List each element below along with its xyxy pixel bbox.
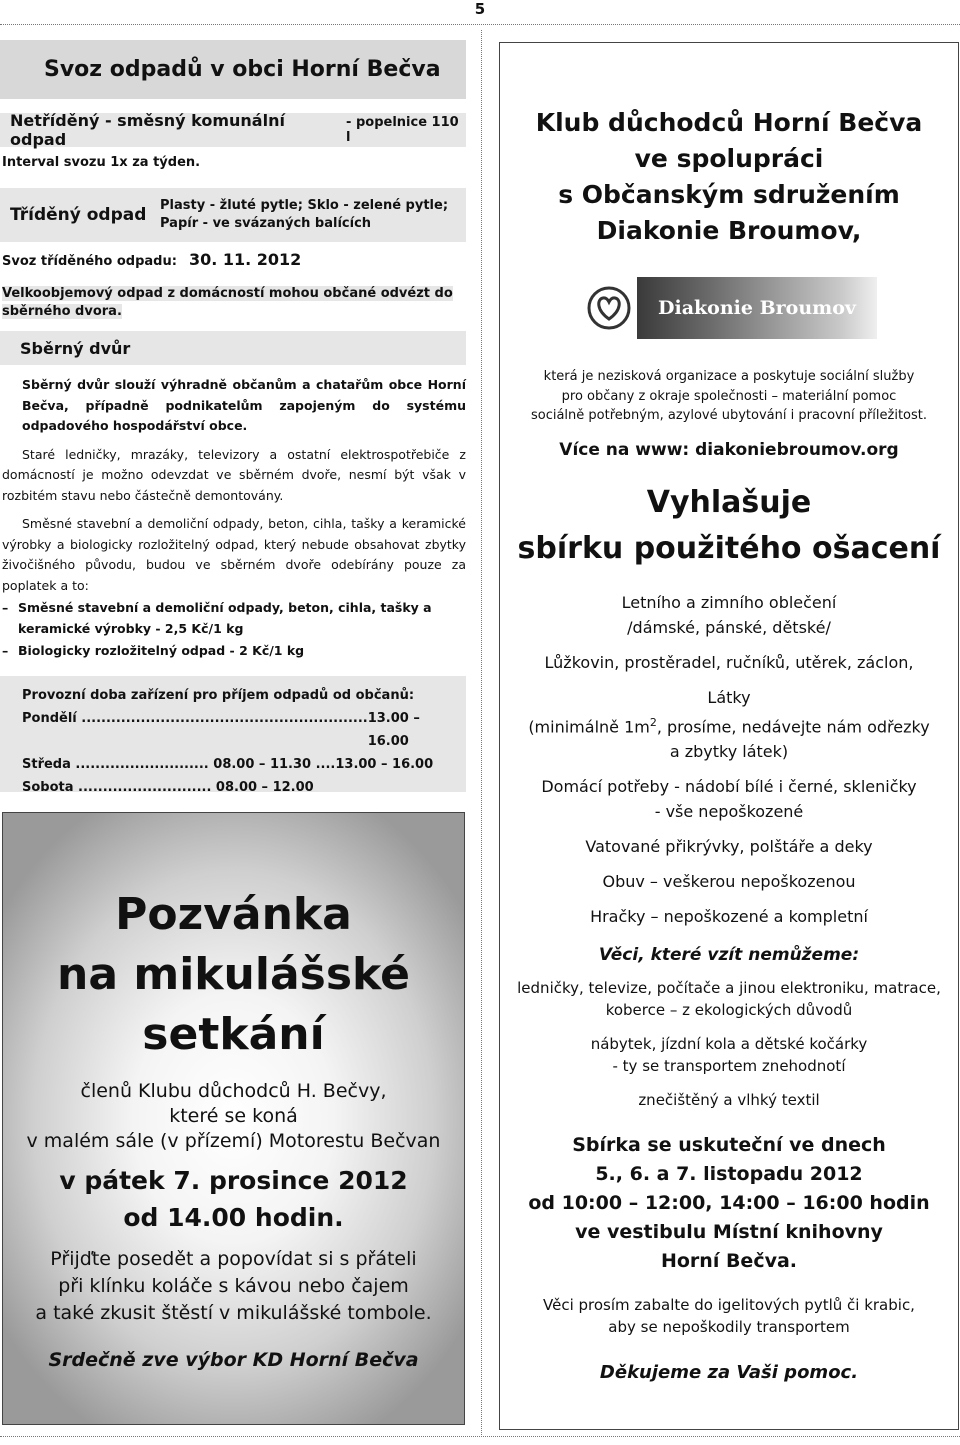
collection-line: Horní Bečva. — [660, 1249, 798, 1272]
invitation-text2: při klínku koláče s kávou nebo čajem — [58, 1275, 409, 1297]
sorted-waste-label: Tříděný odpad — [10, 205, 147, 225]
collection-line: od 10:00 – 12:00, 14:00 – 16:00 hodin — [528, 1191, 930, 1214]
collection-yard-para1: Sběrný dvůr slouží výhradně občanům a chatařům obce Horní Bečva, případně podnikatelům zapojeným do systému odpadového hospodářství obce. — [22, 377, 466, 433]
not-accepted-title: Věci, které vzít nemůžeme: — [598, 944, 860, 965]
invitation-signature: Srdečně zve výbor KD Horní Bečva — [48, 1349, 419, 1371]
column-separator — [481, 30, 482, 1435]
club-heading — [500, 105, 958, 249]
hours-row — [22, 707, 446, 753]
announcement-heading — [500, 480, 958, 572]
collection-line: 5., 6. a 7. listopadu 2012 — [595, 1162, 863, 1185]
club-heading-line1: Klub důchodců Horní Bečva — [535, 108, 923, 137]
collection-yard-para3: Směsné stavební a demoliční odpady, beton, cihla, tašky a keramické výrobky a biologicky rozložitelný odpad, který nebude obsahovat zbytky živočišného původu, budou ve sběrném dvoře odebírány pouze za poplatek a to: — [2, 516, 466, 593]
not-accepted-line: koberce – z ekologických důvodů — [605, 1000, 853, 1019]
accepted-item — [500, 590, 958, 640]
accepted-item-line: Letního a zimního oblečení — [621, 592, 837, 612]
hours-time: 13.00 – 16.00 — [335, 756, 434, 772]
waste-section — [0, 40, 466, 795]
not-accepted-line: ledničky, televize, počítače a jinou elektroniku, matrace, — [517, 978, 941, 997]
fabric-note-text: , prosíme, nedávejte nám odřezky — [656, 716, 930, 736]
invitation-title-line1: Pozvánka — [115, 889, 352, 940]
accepted-item-line: Domácí potřeby - nádobí bílé i černé, skleničky — [541, 776, 917, 796]
sorted-pickup — [0, 250, 466, 269]
accepted-item-line: /dámské, pánské, dětské/ — [627, 617, 831, 637]
not-accepted-line: - ty se transportem znehodnotí — [612, 1056, 846, 1075]
accepted-item-line — [500, 710, 958, 739]
accepted-item: Obuv – veškerou nepoškozenou — [602, 871, 856, 891]
collection-line: Sbírka se uskuteční ve dnech — [572, 1133, 886, 1156]
invitation-sub3: v malém sále (v přízemí) Motorestu Bečvan — [26, 1130, 441, 1152]
accepted-item-line: a zbytky látek) — [669, 741, 789, 761]
invitation-title-line2: na mikulášské — [57, 949, 410, 1000]
unsorted-waste-band — [0, 113, 466, 147]
info-line3: sociálně potřebným, azylové ubytování i pracovní příležitost. — [530, 408, 928, 423]
invitation-sub1: členů Klubu důchodců H. Bečvy, — [80, 1080, 387, 1102]
fee-item-bio: – Biologicky rozložitelný odpad - 2 Kč/1 kg — [0, 641, 466, 662]
invitation-text1: Přijďte posedět a popovídat si s přáteli — [50, 1248, 417, 1270]
bulky-waste-line: Velkoobjemový odpad z domácností mohou občané odvézt do sběrného dvora. — [2, 286, 453, 319]
invitation-box — [2, 812, 465, 1425]
accepted-item-line: - vše nepoškozené — [654, 801, 804, 821]
collection-line: ve vestibulu Místní knihovny — [575, 1220, 883, 1243]
diakonie-info — [500, 367, 958, 426]
collection-dates — [500, 1131, 958, 1276]
collection-yard-para2: Staré ledničky, mrazáky, televizory a ostatní elektrospotřebiče z domácností je možno odevzdat ve sběrném dvoře, nesmí být však v rozbitém stavu nebo částečně demontovány. — [2, 446, 466, 503]
interval-text: Interval svozu 1x za týden. — [2, 155, 201, 170]
waste-title: Svoz odpadů v obci Horní Bečva — [0, 40, 466, 99]
info-line2: pro občany z okraje společnosti – materiální pomoc — [561, 388, 897, 404]
announcement-line2: sbírku použitého ošacení — [517, 530, 941, 566]
hours-day: Pondělí .......................................................... — [22, 710, 368, 726]
packing-line: Věci prosím zabalte do igelitových pytlů či krabic, — [543, 1295, 915, 1314]
clothing-collection-box — [499, 42, 959, 1430]
sorted-pickup-date: 30. 11. 2012 — [188, 250, 302, 269]
sorted-waste-band — [0, 188, 466, 242]
packing-note — [500, 1294, 958, 1338]
accepted-item-line: Látky — [707, 687, 751, 707]
not-accepted-line: nábytek, jízdní kola a dětské kočárky — [590, 1034, 868, 1053]
invitation-time: od 14.00 hodin. — [123, 1203, 344, 1232]
hours-row — [22, 776, 446, 799]
info-line1: která je nezisková organizace a poskytuje sociální služby — [543, 369, 915, 384]
bulky-waste-text — [0, 285, 466, 321]
sorted-waste-line2: Papír - ve svázaných balících — [160, 216, 372, 231]
opening-hours-box — [0, 676, 466, 795]
logo-text: Diakonie Broumov — [637, 277, 877, 339]
accepted-item: Hračky – nepoškozené a kompletní — [590, 906, 868, 926]
fabric-min-text: (minimálně 1m — [528, 716, 650, 736]
unsorted-waste-suffix: - popelnice 110 l — [346, 115, 459, 145]
collection-yard-title: Sběrný dvůr — [0, 331, 466, 365]
hours-row — [22, 753, 446, 776]
diakonie-logo — [581, 277, 877, 339]
page-number: 5 — [474, 0, 486, 18]
sorted-waste-line1: Plasty - žluté pytle; Sklo - zelené pytle; — [160, 198, 449, 213]
hours-time: 13.00 – 16.00 — [367, 710, 420, 749]
invitation-sub2: které se koná — [169, 1105, 298, 1127]
club-heading-line3: s Občanským sdružením — [558, 180, 900, 209]
announcement-line1: Vyhlašuje — [646, 484, 812, 520]
not-accepted-item — [500, 1033, 958, 1077]
hours-day: Sobota ........................... 08.00 – 12.00 — [22, 779, 314, 795]
fee-item-construction: – Směsné stavební a demoliční odpady, beton, cihla, tašky a keramické výrobky - 2,5 Kč/1 kg — [0, 598, 466, 639]
accepted-item — [500, 774, 958, 824]
invitation-date: v pátek 7. prosince 2012 — [59, 1166, 408, 1195]
bottom-rule — [0, 1436, 960, 1437]
invitation-title-line3: setkání — [142, 1009, 325, 1060]
accepted-item: Vatované přikrývky, polštáře a deky — [585, 836, 873, 856]
invitation-text3: a také zkusit štěstí v mikulášské tombole. — [35, 1302, 432, 1324]
top-rule — [0, 24, 960, 25]
superscript: 2 — [649, 715, 657, 729]
opening-hours-title: Provozní doba zařízení pro příjem odpadů od občanů: — [22, 687, 415, 703]
thanks-text: Děkujeme za Vaši pomoc. — [599, 1361, 859, 1383]
not-accepted-item — [500, 977, 958, 1021]
heart-logo-icon — [581, 277, 637, 339]
website-link[interactable]: Více na www: diakoniebroumov.org — [559, 439, 899, 460]
club-heading-line2: ve spolupráci — [634, 144, 824, 173]
sorted-pickup-label: Svoz tříděného odpadu: — [2, 254, 177, 269]
sorted-waste-text — [160, 197, 448, 233]
accepted-item — [500, 685, 958, 764]
unsorted-waste-label: Netříděný - směsný komunální odpad — [10, 111, 285, 149]
packing-line: aby se nepoškodily transportem — [608, 1317, 850, 1336]
club-heading-line4: Diakonie Broumov, — [596, 216, 862, 245]
not-accepted-item: znečištěný a vlhký textil — [638, 1090, 820, 1109]
hours-day: Středa ........................... 08.00 – 11.30 .... — [22, 756, 336, 772]
accepted-item: Lůžkovin, prostěradel, ručníků, utěrek, záclon, — [544, 652, 914, 672]
